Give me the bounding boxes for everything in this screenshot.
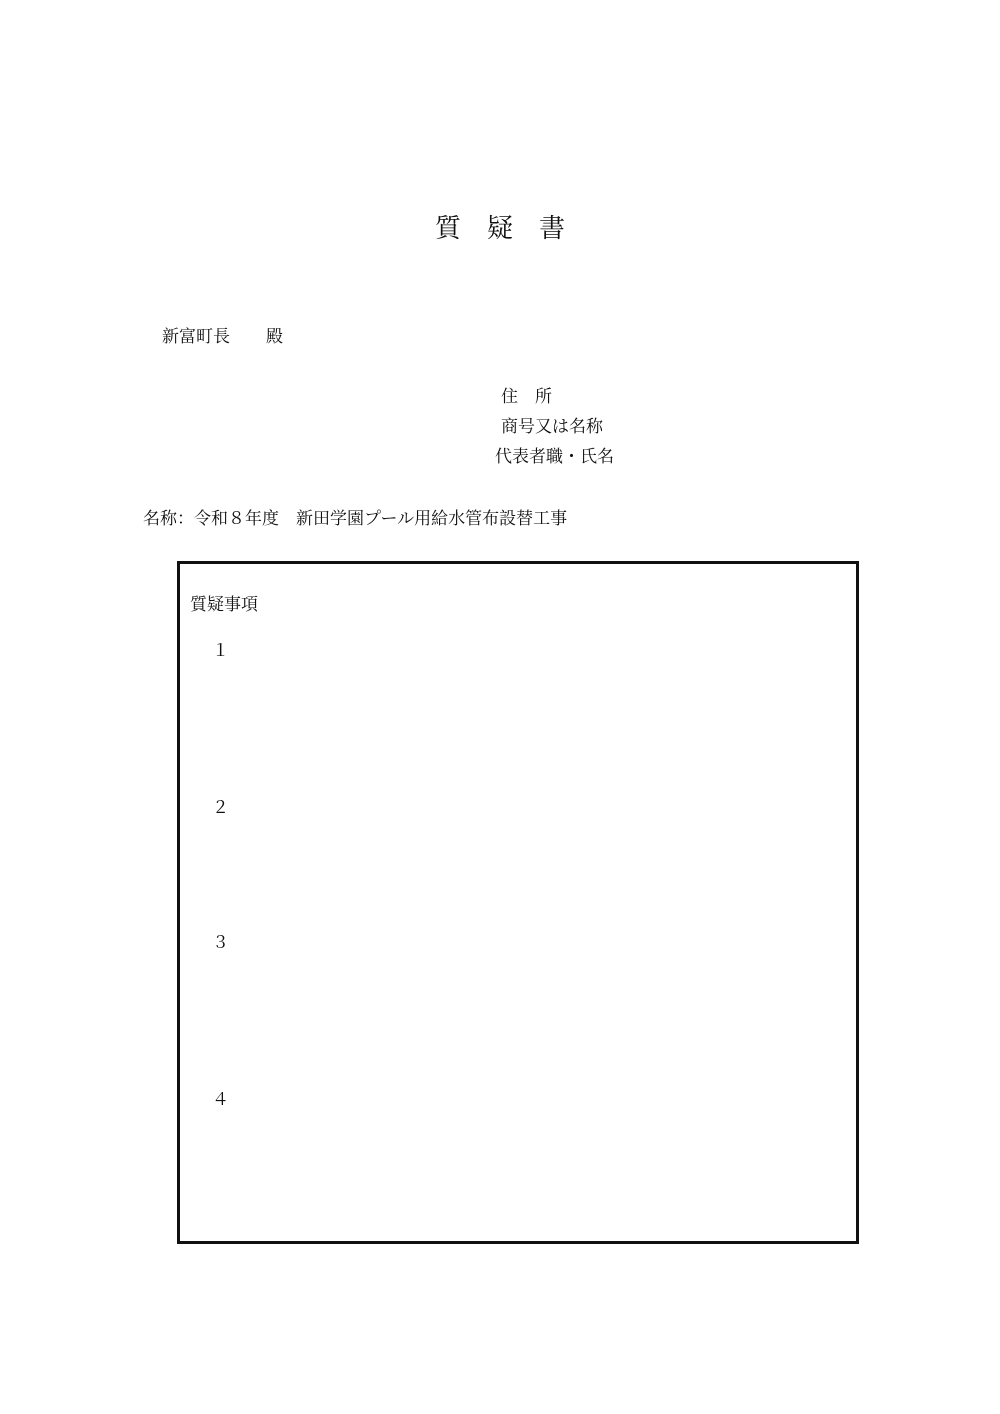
questions-heading: 質疑事項	[190, 595, 258, 615]
representative-label: 代表者職・氏名	[495, 447, 614, 467]
question-number-2: ２	[212, 798, 229, 818]
applicant-block	[495, 382, 655, 472]
question-number-3: ３	[212, 933, 229, 953]
document-title: 質 疑 書	[434, 214, 565, 244]
recipient-honorific: 殿	[266, 327, 283, 347]
company-label: 商号又は名称	[501, 417, 603, 437]
recipient-name: 新富町長	[162, 327, 230, 347]
address-label: 住 所	[501, 387, 552, 407]
question-number-4: ４	[212, 1090, 229, 1110]
recipient	[162, 322, 283, 347]
question-number-1: １	[212, 641, 229, 661]
project-name: 名称：令和８年度 新田学園プール用給水管布設替工事	[143, 509, 568, 529]
questions-box	[177, 561, 859, 1244]
